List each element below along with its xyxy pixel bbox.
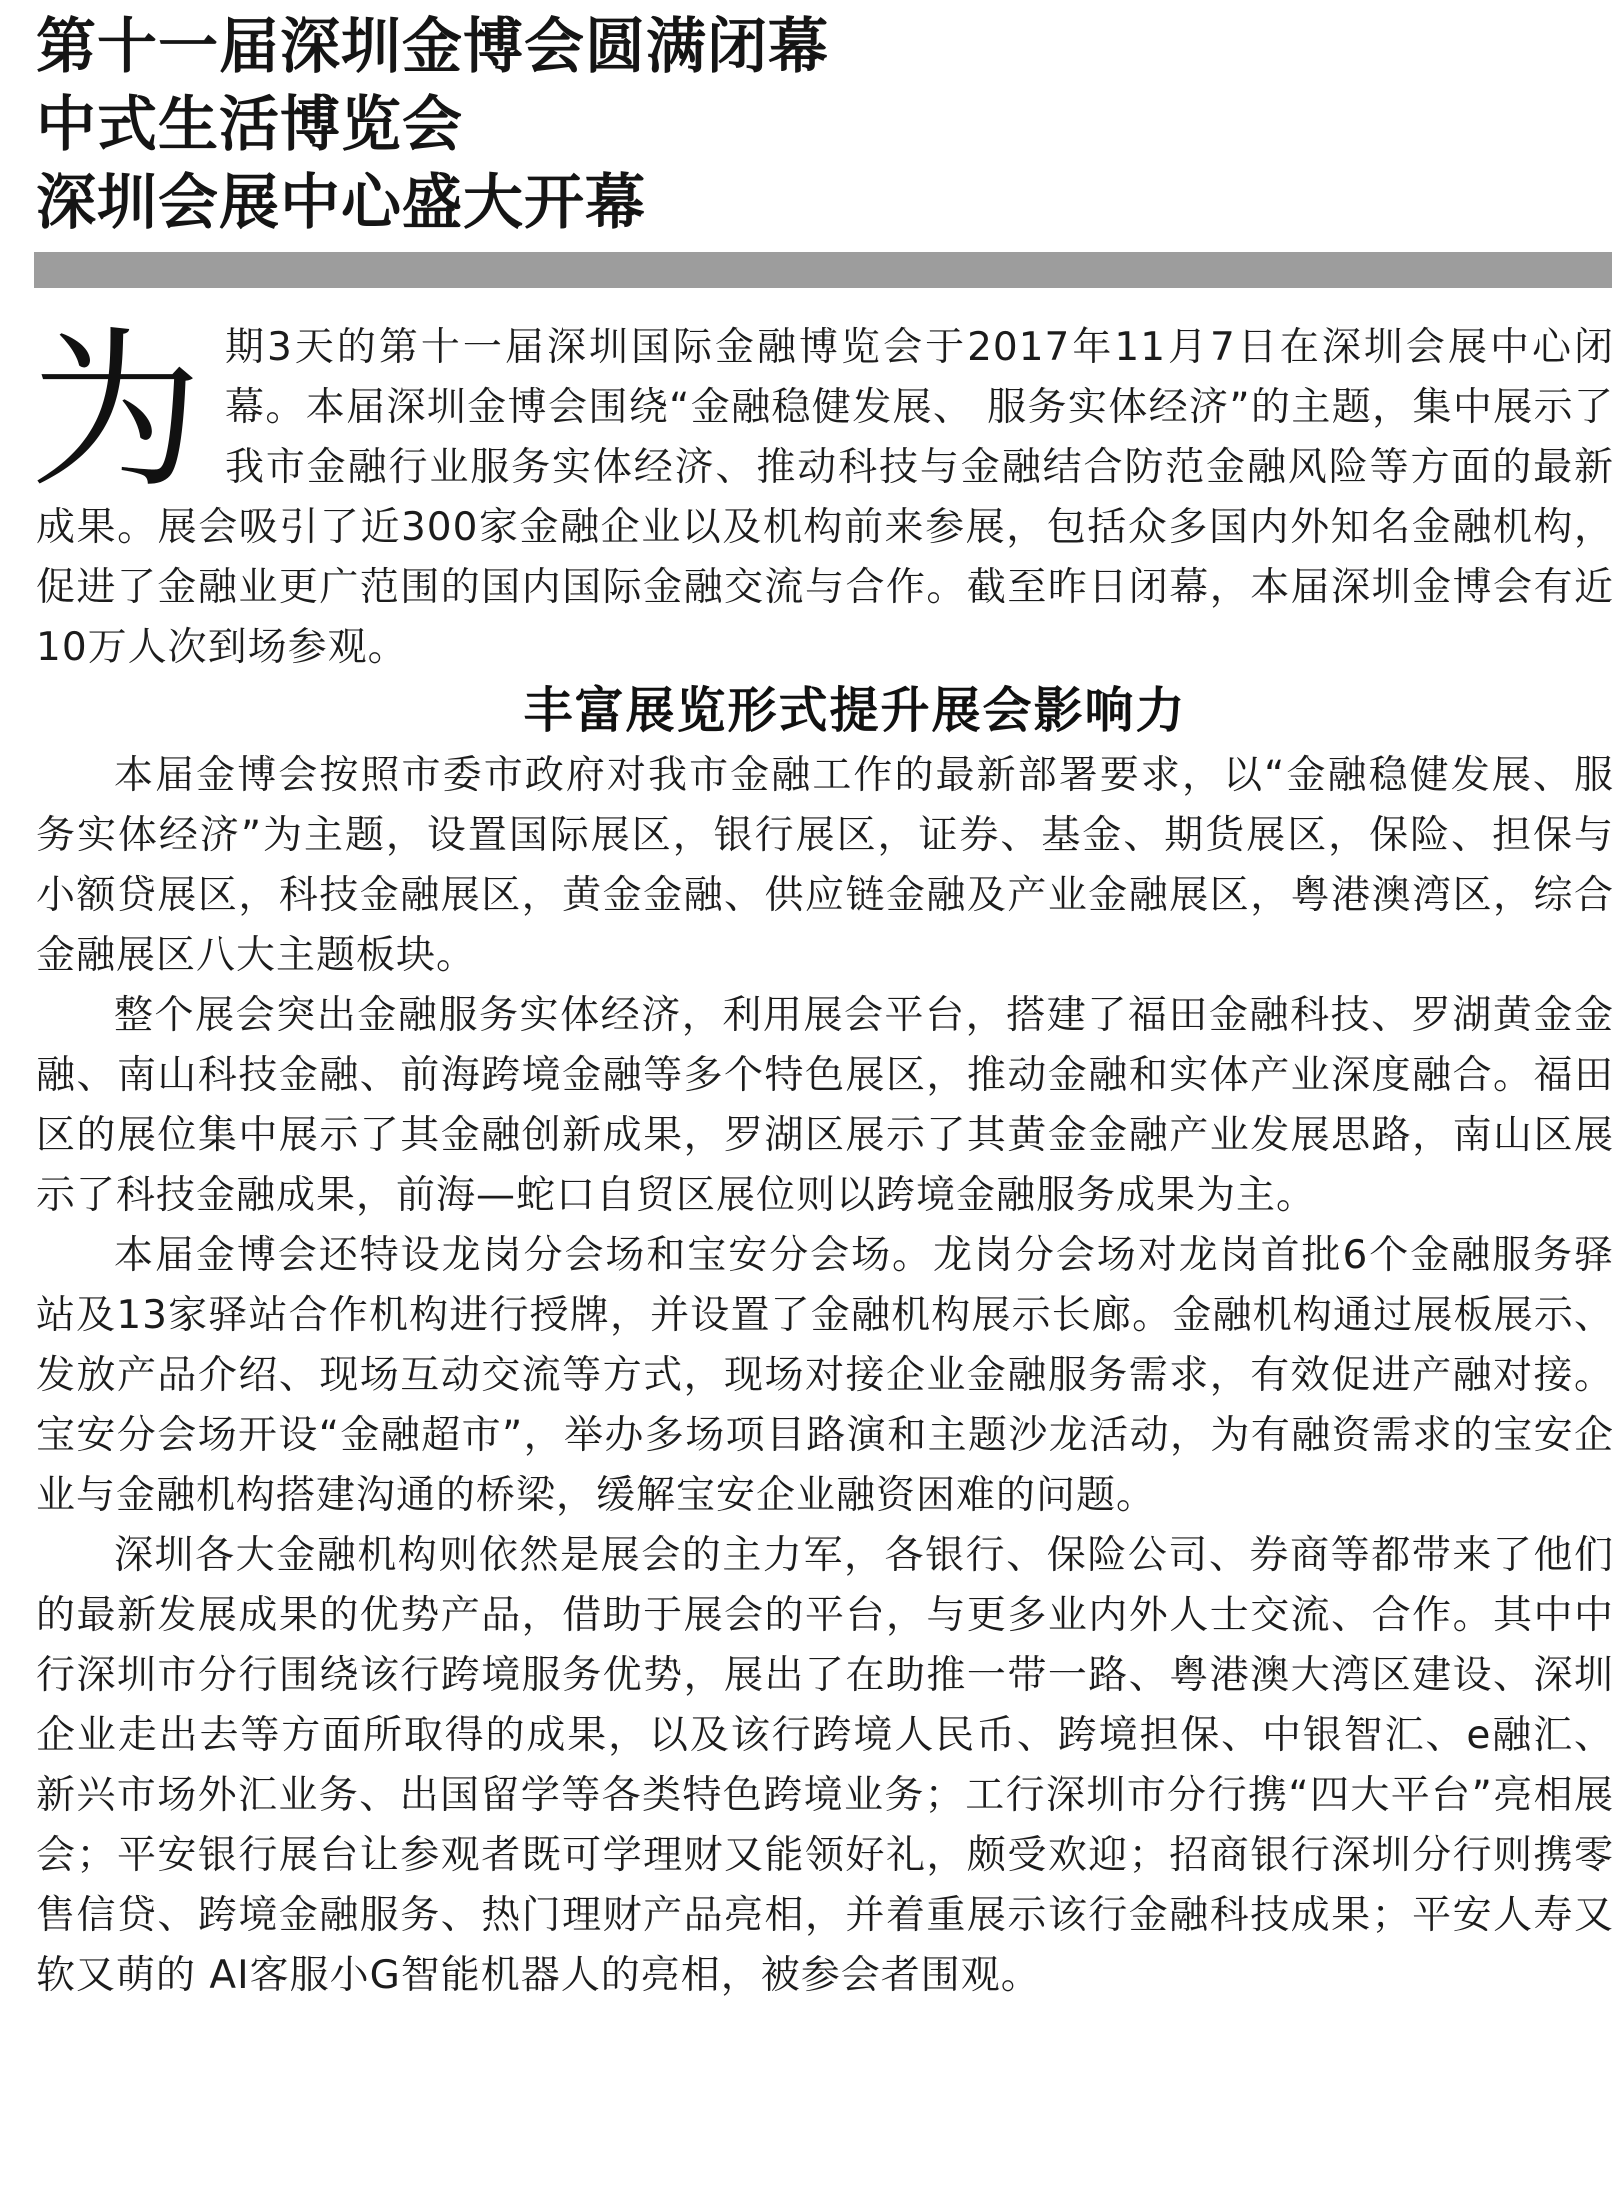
headline-line-2: 中式生活博览会 <box>36 90 463 160</box>
lead-paragraph <box>30 311 1614 678</box>
headline <box>36 8 1536 242</box>
drop-cap: 为 <box>30 311 203 512</box>
body-paragraph-3: 本届金博会还特设龙岗分会场和宝安分会场。龙岗分会场对龙岗首批6个金融服务驿站及13家驿站合作机构进行授牌，并设置了金融机构展示长廊。金融机构通过展板展示、发放产品介绍、现场互动交流等方式，现场对接企业金融服务需求，有效促进产融对接。宝安分会场开设“金融超市”，举办多场项目路演和主题沙龙活动，为有融资需求的宝安企业与金融机构搭建沟通的桥梁，缓解宝安企业融资困难的问题。 <box>36 1233 1614 1518</box>
lead-text: 期3天的第十一届深圳国际金融博览会于2017年11月7日在深圳会展中心闭幕。本届深圳金博会围绕“金融稳健发展、 服务实体经济”的主题，集中展示了我市金融行业服务实体经济、推动科技与金融结合防范金融风险等方面的最新成果。展会吸引了近300家金融企业以及机构前来参展，包括众多国内外知名金融机构，促进了金融业更广范围的国内国际金融交流与合作。截至昨日闭幕，本届深圳金博会有近10万人次到场参观。 <box>36 325 1614 670</box>
body-paragraph-1: 本届金博会按照市委市政府对我市金融工作的最新部署要求，以“金融稳健发展、服务实体经济”为主题，设置国际展区，银行展区，证券、基金、期货展区，保险、担保与小额贷展区，科技金融展区，黄金金融、供应链金融及产业金融展区，粤港澳湾区，综合金融展区八大主题板块。 <box>36 753 1614 978</box>
headline-divider-bar <box>34 252 1612 288</box>
body-paragraph-2: 整个展会突出金融服务实体经济，利用展会平台，搭建了福田金融科技、罗湖黄金金融、南山科技金融、前海跨境金融等多个特色展区，推动金融和实体产业深度融合。福田区的展位集中展示了其金融创新成果，罗湖区展示了其黄金金融产业发展思路，南山区展示了科技金融成果，前海—蛇口自贸区展位则以跨境金融服务成果为主。 <box>36 993 1614 1218</box>
headline-line-3: 深圳会展中心盛大开幕 <box>36 168 646 238</box>
section-subheading: 丰富展览形式提升展会影响力 <box>523 682 1187 739</box>
headline-line-1: 第十一届深圳金博会圆满闭幕 <box>36 12 829 82</box>
body-paragraph-4: 深圳各大金融机构则依然是展会的主力军，各银行、保险公司、券商等都带来了他们的最新发展成果的优势产品，借助于展会的平台，与更多业内外人士交流、合作。其中中行深圳市分行围绕该行跨境服务优势，展出了在助推一带一路、粤港澳大湾区建设、深圳企业走出去等方面所取得的成果，以及该行跨境人民币、跨境担保、中银智汇、e融汇、新兴市场外汇业务、出国留学等各类特色跨境业务；工行深圳市分行携“四大平台”亮相展会；平安银行展台让参观者既可学理财又能领好礼，颇受欢迎；招商银行深圳分行则携零售信贷、跨境金融服务、热门理财产品亮相，并着重展示该行金融科技成果；平安人寿又软又萌的 AI客服小G智能机器人的亮相，被参会者围观。 <box>36 1533 1614 1998</box>
article-body <box>30 311 1614 2006</box>
